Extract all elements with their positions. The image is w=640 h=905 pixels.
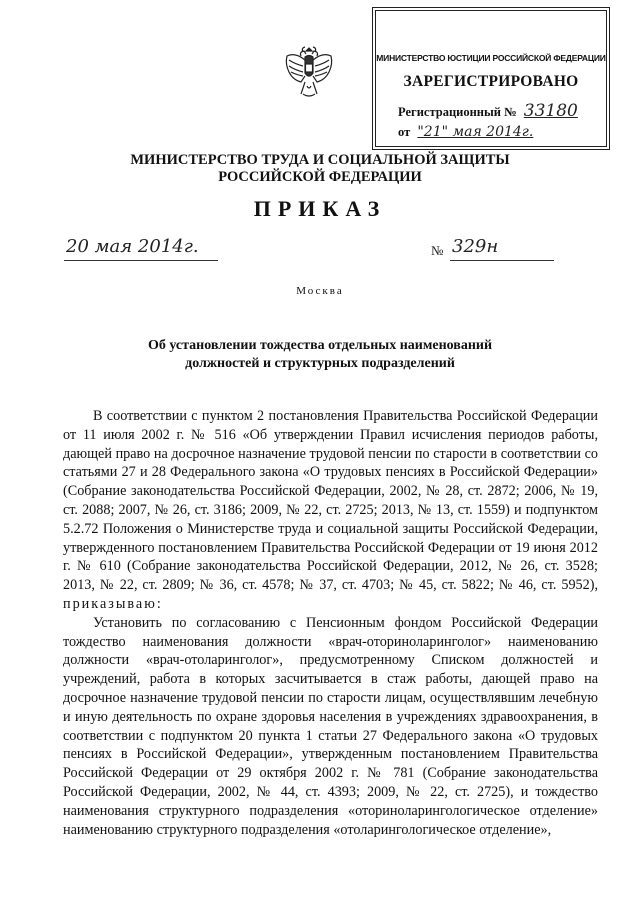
stamp-date-prefix: от — [398, 125, 411, 139]
document-title-line2: должностей и структурных подразделений — [185, 356, 455, 371]
para1-end: : — [156, 595, 161, 612]
ministry-name-line2: РОССИЙСКОЙ ФЕДЕРАЦИИ — [218, 169, 422, 185]
number-label: № — [431, 243, 444, 258]
para1-text: В соответствии с пунктом 2 постановления Правительства Российской Федерации от 11 июля 2002 г. № 516 «Об утверждении Правил исчисления периодов работы, дающей право на досрочное назначение трудовой пенсии по старости в соответствии со статьями 27 и 28 Федерального закона «О трудовых пенсиях в Российской Федерации» (Собрание законодательства Российской Федерации, 2002, № 28, ст. 2872; 2006, № 19, ст. 2088; 2007, № 26, ст. 3186; 2009, № 22, ст. 2725; 2013, № 13, ст. 1559) и подпунктом 5.2.72 Положения о Министерстве труда и социальной защиты Российской Федерации, утвержденного постановлением Правительства Российской Федерации от 19 июня 2012 г. № 610 (Собрание законодательства Российской Федерации, 2012, № 26, ст. 3528; 2013, № 22, ст. 2809; № 36, ст. 4578; № 37, ст. 4703; № 45, ст. 5822; № 46, ст. 5952), — [63, 408, 598, 594]
document-type: ПРИКАЗ — [253, 196, 387, 221]
stamp-date-line — [398, 124, 533, 140]
document-number: 329н — [452, 236, 499, 257]
stamp-ministry-name: МИНИСТЕРСТВО ЮСТИЦИИ РОССИЙСКОЙ ФЕДЕРАЦИИ — [376, 53, 606, 63]
document-date: 20 мая 2014г. — [66, 236, 199, 257]
stamp-date-value: "21" мая 2014г. — [417, 124, 534, 140]
ministry-name-line1: МИНИСТЕРСТВО ТРУДА И СОЦИАЛЬНОЙ ЗАЩИТЫ — [130, 152, 510, 168]
stamp-status: ЗАРЕГИСТРИРОВАНО — [403, 73, 579, 90]
city: Москва — [296, 285, 344, 297]
stamp-reg-label: Регистрационный № — [398, 105, 517, 119]
order-word: приказываю — [63, 595, 157, 612]
body-paragraph-2: Установить по согласованию с Пенсионным фондом Российской Федерации тождество наименования должности «врач-оториноларинголог» наименованию должности «врач-отоларинголог», предусмотренному Списком должностей и учреждений, работа в которых засчитывается в стаж работы, дающей право на досрочное назначение трудовой пенсии по старости лицам, осуществлявшим лечебную и иную деятельность по охране здоровья населения в учреждениях здравоохранения, в соответствии с подпунктом 20 пункта 1 статьи 27 Федерального закона «О трудовых пенсиях в Российской Федерации», утвержденным постановлением Правительства Российской Федерации от 29 октября 2002 г. № 781 (Собрание законодательства Российской Федерации, 2002, № 44, ст. 4393; 2009, № 22, ст. 2725), и тождество наименования структурного подразделения «оториноларингологическое отделение» наименованию структурного подразделения «отоларингологическое отделение», — [63, 614, 598, 838]
body-paragraph-1 — [63, 407, 598, 614]
stamp-registration-line — [398, 101, 578, 121]
registration-stamp — [375, 10, 607, 147]
body-text — [63, 407, 598, 839]
stamp-reg-number: 33180 — [523, 101, 578, 121]
document-title-line1: Об установлении тождества отдельных наименований — [147, 338, 493, 353]
coat-of-arms-icon — [283, 42, 335, 104]
